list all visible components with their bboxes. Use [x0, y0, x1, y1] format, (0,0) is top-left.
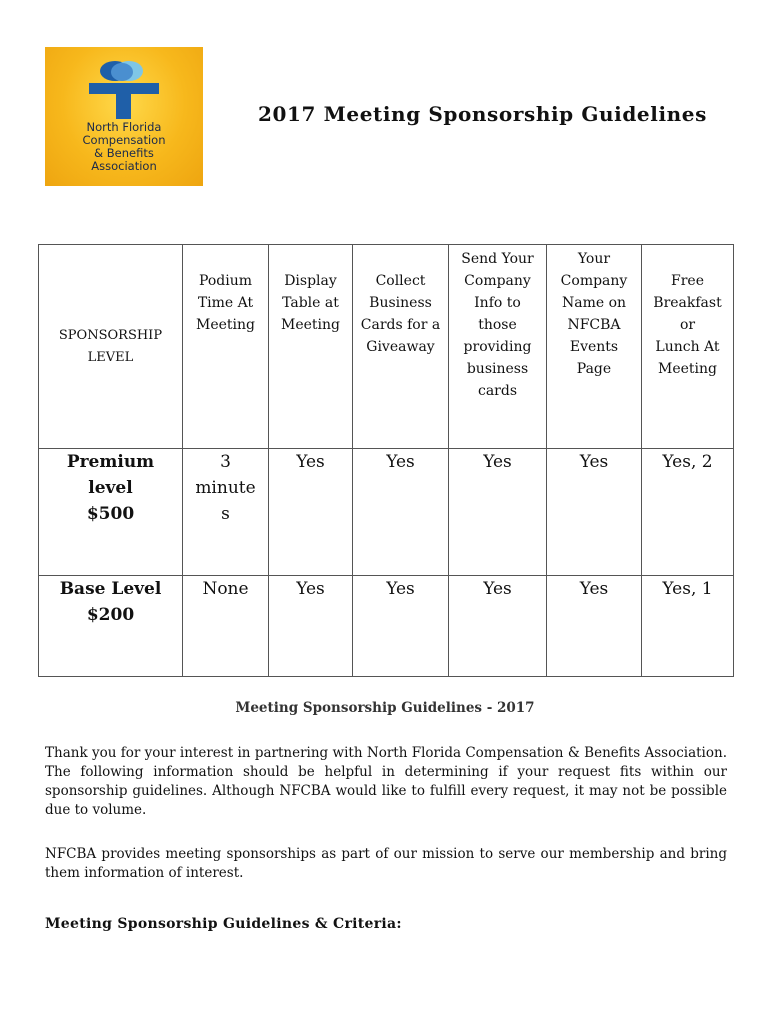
- header-free-meal: [642, 245, 734, 449]
- header-line: Table at: [282, 295, 339, 311]
- header-line: Send Your: [461, 251, 534, 267]
- header-line: providing: [463, 339, 532, 355]
- logo-body: [116, 83, 131, 119]
- header-line: Cards for a: [360, 317, 441, 333]
- logo-line: & Benefits: [94, 146, 154, 160]
- header-line: or: [679, 317, 696, 333]
- header-line: Giveaway: [366, 339, 435, 355]
- header-line: Company: [560, 273, 628, 289]
- header-line: Business: [369, 295, 432, 311]
- header-display-table: [269, 245, 353, 449]
- section-subheading: Meeting Sponsorship Guidelines - 2017: [235, 700, 535, 716]
- header-line: Time At: [197, 295, 254, 311]
- header-line: Display: [284, 273, 337, 289]
- premium-display-cell: Yes: [269, 449, 353, 576]
- header-podium-time: [183, 245, 269, 449]
- table-row-base: [39, 576, 734, 677]
- header-line: business: [466, 361, 529, 377]
- header-line: cards: [477, 383, 518, 399]
- base-podium-cell: None: [183, 576, 269, 677]
- header-line: Company: [464, 273, 531, 289]
- header-line: Meeting: [196, 317, 255, 333]
- header-line: Lunch At: [655, 339, 720, 355]
- cell-line: minute: [195, 478, 256, 498]
- header-line: Meeting: [281, 317, 340, 333]
- header-line: Podium: [198, 273, 252, 289]
- header-sponsorship-level: [39, 245, 183, 449]
- base-meal-cell: Yes, 1: [642, 576, 734, 677]
- nfcba-logo: [45, 47, 203, 186]
- header-line: Events: [569, 339, 619, 355]
- criteria-heading: Meeting Sponsorship Guidelines & Criteria:: [45, 916, 402, 932]
- intro-paragraph: Thank you for your interest in partnering with North Florida Compensation & Benefits Association. The following information should be helpful in determining if your request fits within our sponsorship guidelines. Although NFCBA would like to fulfill every request, it may not be possible due to volume.: [45, 745, 727, 818]
- header-collect-cards: [353, 245, 449, 449]
- header-line: Meeting: [658, 361, 717, 377]
- table-header-row: [39, 245, 734, 449]
- mission-paragraph: NFCBA provides meeting sponsorships as part of our mission to serve our membership and bring them information of interest.: [45, 846, 727, 881]
- premium-podium-cell: [183, 449, 269, 576]
- cell-line: 3: [220, 452, 231, 472]
- premium-collect-cell: Yes: [353, 449, 449, 576]
- logo-line: Association: [91, 159, 157, 173]
- base-level-cell: [39, 576, 183, 677]
- people-icon: [45, 47, 203, 127]
- cell-line: $500: [86, 504, 135, 524]
- cell-line: Base Level: [59, 579, 162, 599]
- logo-line: North Florida: [86, 120, 162, 134]
- header-line: Info to: [474, 295, 521, 311]
- cell-line: $200: [86, 605, 135, 625]
- base-send-cell: Yes: [449, 576, 547, 677]
- premium-name-cell: Yes: [547, 449, 642, 576]
- header-line: Collect: [375, 273, 426, 289]
- header-send-info: [449, 245, 547, 449]
- header-line: SPONSORSHIP: [58, 327, 163, 343]
- header-line: NFCBA: [567, 317, 621, 333]
- premium-level-cell: [39, 449, 183, 576]
- sponsorship-table: [38, 244, 734, 677]
- cell-line: Premium: [66, 452, 155, 472]
- header-line: Page: [576, 361, 612, 377]
- header-company-name: [547, 245, 642, 449]
- premium-send-cell: Yes: [449, 449, 547, 576]
- base-display-cell: Yes: [269, 576, 353, 677]
- header-line: Name on: [561, 295, 627, 311]
- logo-line: Compensation: [82, 133, 166, 147]
- table-row-premium: [39, 449, 734, 576]
- page-title: 2017 Meeting Sponsorship Guidelines: [258, 102, 707, 126]
- premium-meal-cell: Yes, 2: [642, 449, 734, 576]
- logo-text: [45, 121, 203, 173]
- logo-head-center: [111, 63, 133, 81]
- header-line: LEVEL: [87, 349, 134, 365]
- header-line: Free: [671, 273, 704, 289]
- header-line: Breakfast: [653, 295, 722, 311]
- cell-line: level: [88, 478, 133, 498]
- base-collect-cell: Yes: [353, 576, 449, 677]
- cell-line: s: [221, 504, 230, 524]
- header-line: Your: [577, 251, 611, 267]
- base-name-cell: Yes: [547, 576, 642, 677]
- header-line: those: [478, 317, 517, 333]
